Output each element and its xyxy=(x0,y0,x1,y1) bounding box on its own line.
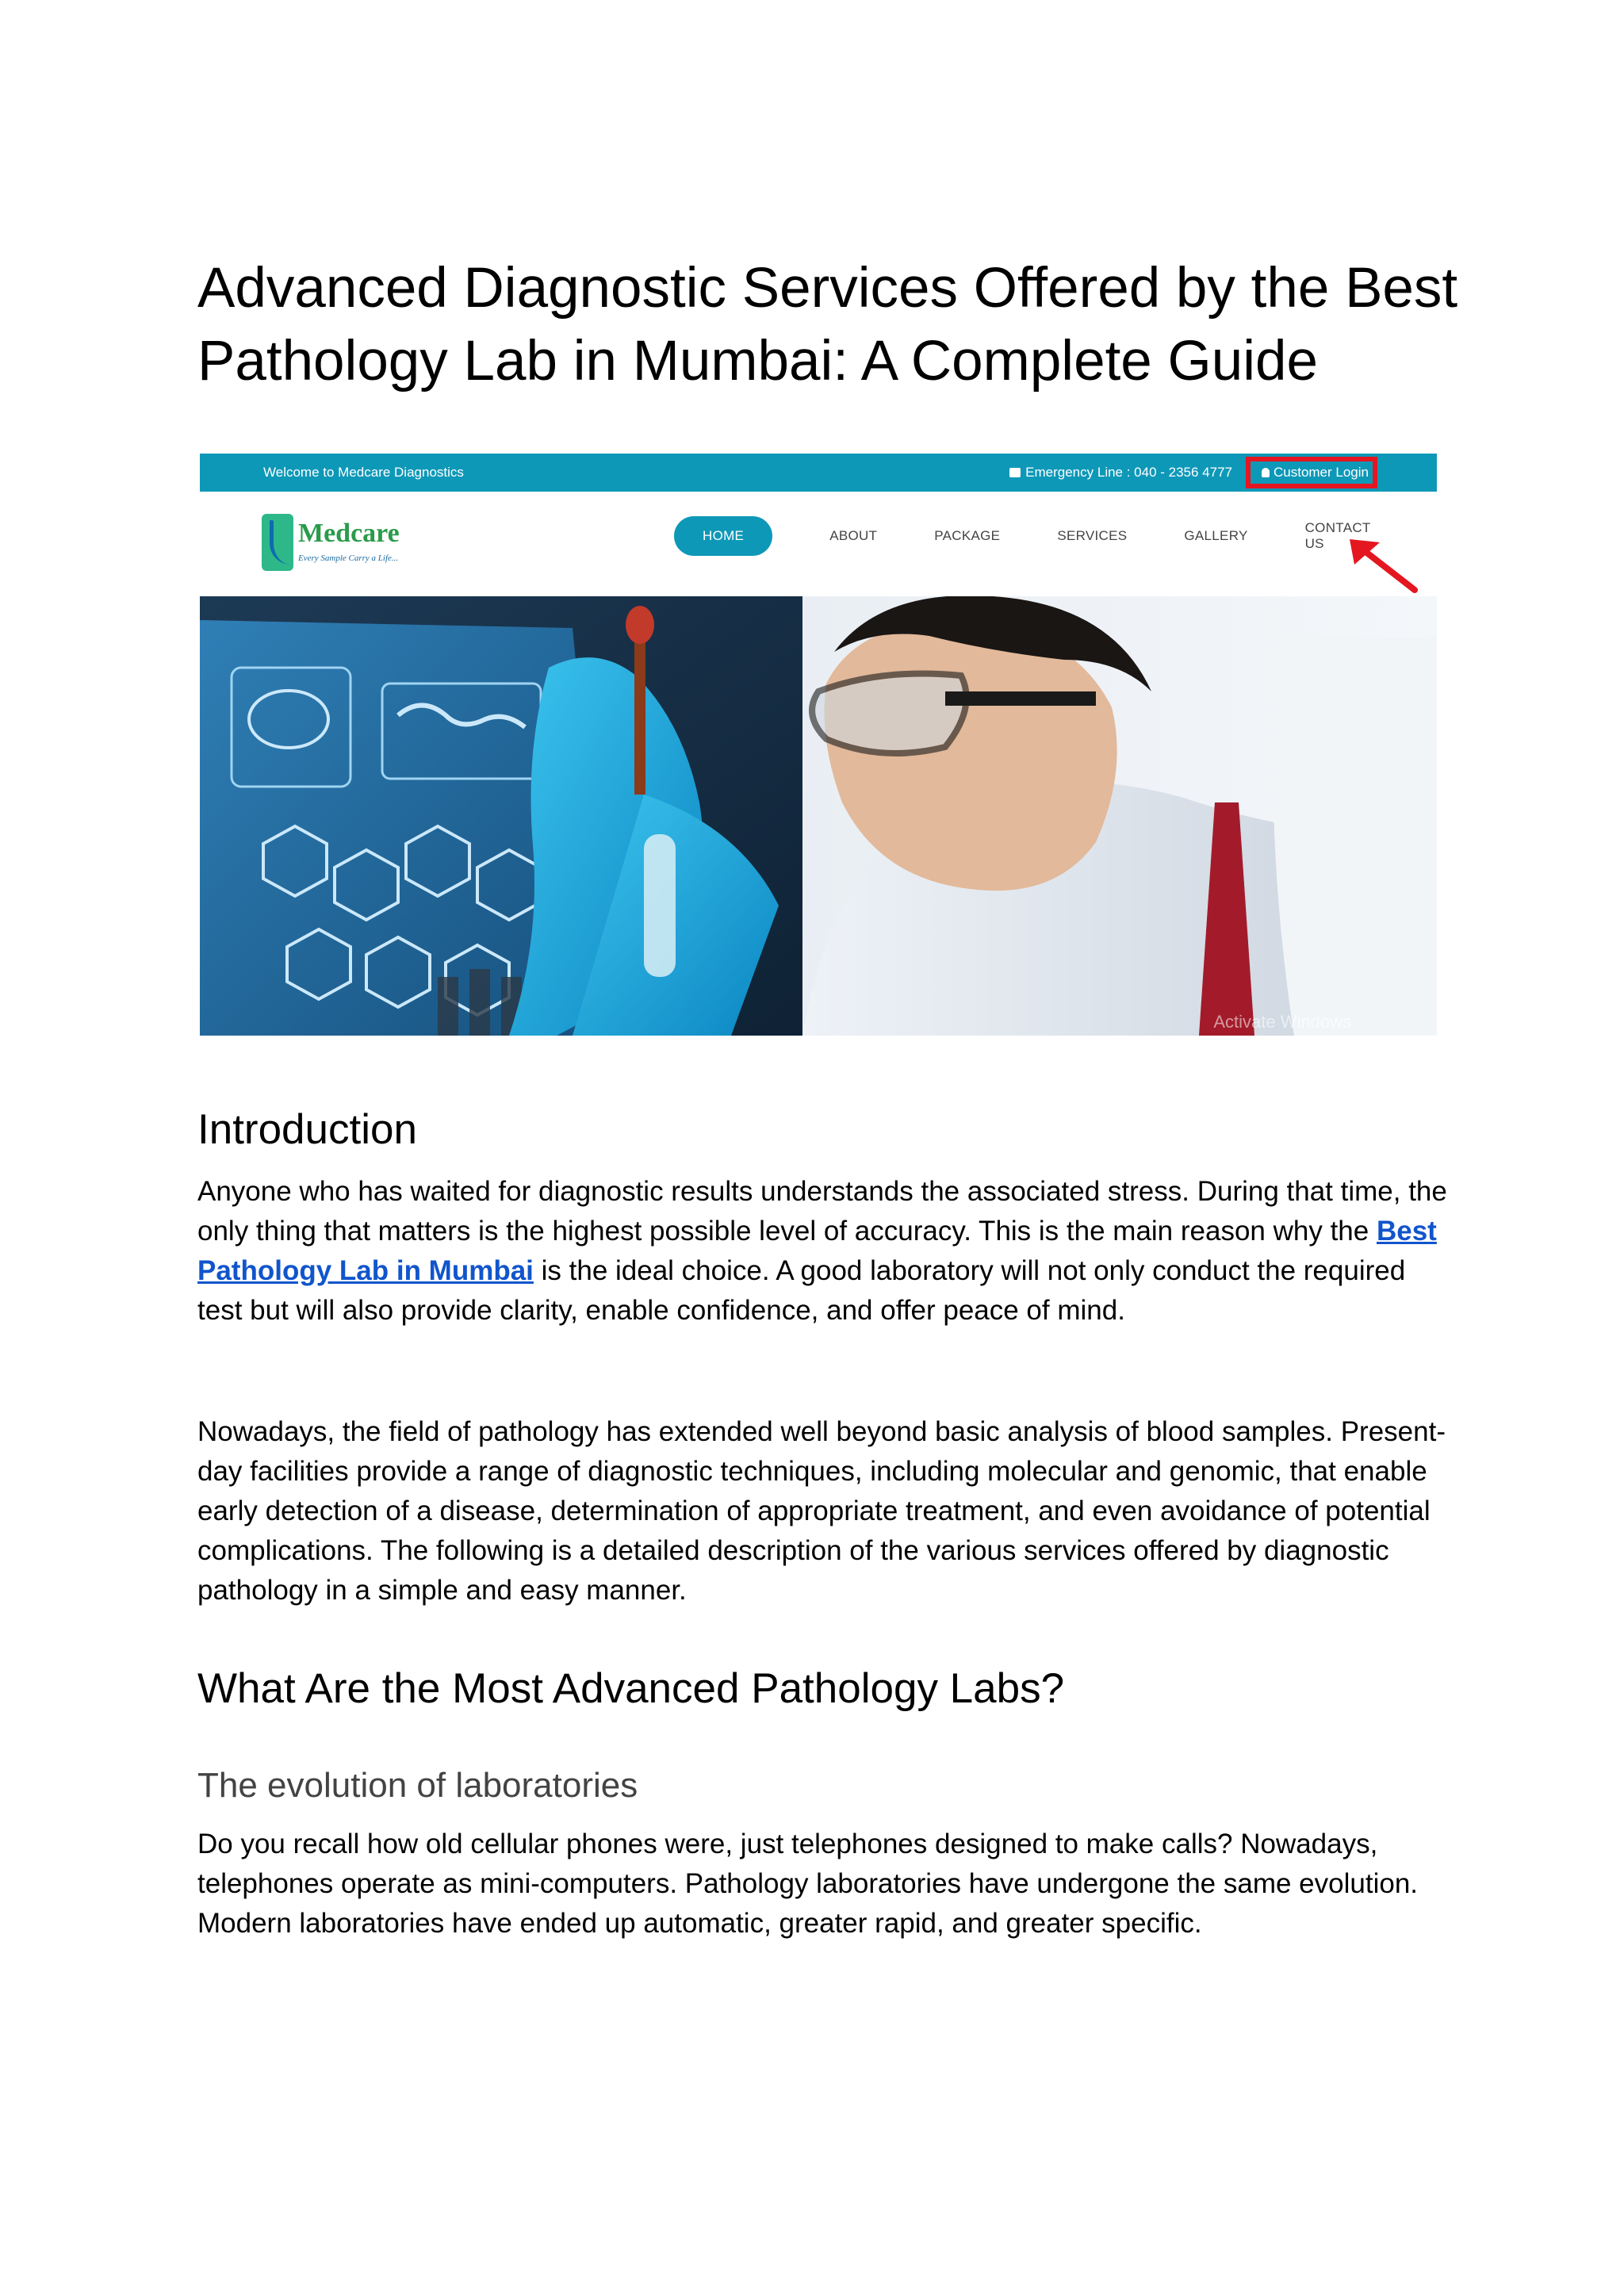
customer-login-text: Customer Login xyxy=(1273,465,1369,480)
logo-tagline: Every Sample Carry a Life... xyxy=(298,553,399,563)
red-arrow-icon xyxy=(1346,538,1418,593)
hero-lab-image xyxy=(200,596,1437,1036)
nav-home[interactable]: HOME xyxy=(674,516,772,556)
logo-mark-icon xyxy=(262,514,293,571)
nav-menu xyxy=(674,515,1437,557)
ambulance-icon xyxy=(1009,468,1021,477)
logo-name: Medcare xyxy=(298,519,400,548)
windows-watermark: Activate Windows xyxy=(1213,1012,1351,1032)
site-topbar xyxy=(200,454,1437,492)
highlight-box xyxy=(1246,457,1377,488)
document-title: Advanced Diagnostic Services Offered by the Best Pathology Lab in Mumbai: A Complete Guide xyxy=(197,257,1458,393)
website-screenshot xyxy=(200,454,1437,1036)
introduction-paragraph-1 xyxy=(197,1172,1450,1331)
introduction-heading: Introduction xyxy=(197,1106,417,1153)
welcome-text: Welcome to Medcare Diagnostics xyxy=(263,465,464,480)
advanced-labs-heading: What Are the Most Advanced Pathology Labs? xyxy=(197,1665,1065,1712)
nav-gallery[interactable]: GALLERY xyxy=(1184,528,1248,543)
emergency-line-text: Emergency Line : 040 - 2356 4777 xyxy=(1025,465,1232,480)
nav-services[interactable]: SERVICES xyxy=(1057,528,1128,543)
evolution-subheading: The evolution of laboratories xyxy=(197,1766,638,1805)
evolution-paragraph: Do you recall how old cellular phones were, just telephones designed to make calls? Nowadays, telephones operate as mini-computers. Pathology laboratories have undergone the same evolution. Modern laboratories have ended up automatic, greater rapid, and greater specific. xyxy=(197,1829,1419,1939)
intro-text-before: Anyone who has waited for diagnostic results understands the associated stress. During that time, the only thing that matters is the highest possible level of accuracy. This is the main reason why the xyxy=(197,1176,1447,1247)
intro-text-after: is the ideal choice. A good laboratory will not only conduct the required test but will also provide clarity, enable confidence, and offer peace of mind. xyxy=(197,1255,1406,1326)
best-pathology-lab-link[interactable]: Best Pathology Lab in Mumbai xyxy=(197,1216,1437,1286)
nav-about[interactable]: ABOUT xyxy=(829,528,878,543)
site-navbar xyxy=(200,492,1437,590)
emergency-line xyxy=(1009,454,1232,492)
introduction-paragraph-2: Nowadays, the field of pathology has extended well beyond basic analysis of blood samples. Present-day facilities provide a range of diagnostic techniques, including molecular and genomic, that enable early detection of a disease, determination of appropriate treatment, and even avoidance of potential complications. The following is a detailed description of the various services offered by diagnostic pathology in a simple and easy manner. xyxy=(197,1416,1446,1606)
nav-package[interactable]: PACKAGE xyxy=(934,528,1001,543)
nav-contact-us[interactable]: CONTACT US xyxy=(1304,520,1371,551)
medcare-logo[interactable] xyxy=(262,514,428,576)
